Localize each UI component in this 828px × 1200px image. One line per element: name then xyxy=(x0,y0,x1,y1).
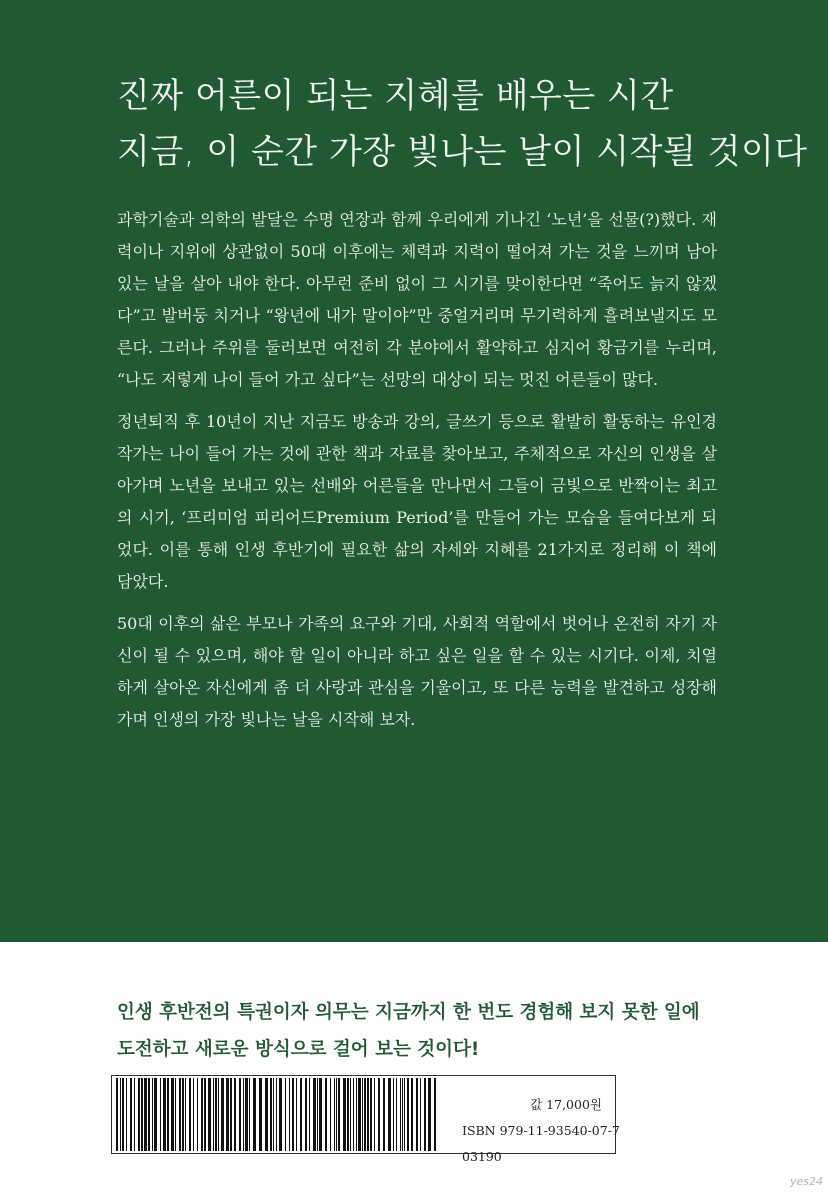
barcode-bar xyxy=(334,1078,335,1151)
barcode-bar xyxy=(393,1078,394,1151)
barcode-bar xyxy=(171,1078,174,1151)
price-info xyxy=(462,1092,630,1170)
barcode-bar xyxy=(226,1078,229,1151)
barcode-bar xyxy=(208,1078,211,1151)
barcode-bar xyxy=(362,1078,363,1151)
tagline-line-2: 도전하고 새로운 방식으로 걸어 보는 것이다! xyxy=(117,1039,480,1060)
barcode-bar xyxy=(213,1078,214,1151)
barcode-bar xyxy=(270,1078,272,1151)
barcode-bar xyxy=(313,1078,316,1151)
barcode-bar xyxy=(148,1078,150,1151)
barcode-bar xyxy=(364,1078,366,1151)
barcode-bar xyxy=(279,1078,282,1151)
barcode-bar xyxy=(353,1078,354,1151)
barcode-bar xyxy=(116,1078,118,1151)
barcode-bar xyxy=(193,1078,194,1151)
barcode-bar xyxy=(319,1078,322,1151)
barcode xyxy=(114,1078,440,1151)
barcode-bar xyxy=(400,1078,401,1151)
barcode-bar xyxy=(420,1078,421,1151)
barcode-bar xyxy=(356,1078,357,1151)
barcode-bar xyxy=(378,1078,380,1151)
barcode-box xyxy=(111,1075,620,1164)
barcode-bar xyxy=(175,1078,176,1151)
headline-line-2: 지금, 이 순간 가장 빛나는 날이 시작될 것이다 xyxy=(117,132,808,172)
tagline-line-1: 인생 후반전의 특권이자 의무는 지금까지 한 번도 경험해 보지 못한 일에 xyxy=(117,1002,700,1023)
barcode-bar xyxy=(289,1078,290,1151)
tagline xyxy=(117,994,737,1068)
barcode-bar xyxy=(338,1078,340,1151)
barcode-bar xyxy=(367,1078,369,1151)
barcode-bar xyxy=(179,1078,181,1151)
barcode-bar xyxy=(134,1078,135,1151)
barcode-bar xyxy=(130,1078,132,1151)
barcode-bar xyxy=(239,1078,241,1151)
barcode-bar xyxy=(245,1078,248,1151)
headline-line-1: 진짜 어른이 되는 지혜를 배우는 시간 xyxy=(117,76,674,116)
paragraph-2: 정년퇴직 후 10년이 지난 지금도 방송과 강의, 글쓰기 등으로 활발히 활동하는 유인경 작가는 나이 들어 가는 것에 관한 책과 자료를 찾아보고, 주체적으로 자신의 인생을 살아가며 노년을 보내고 있는 선배와 어른들을 만나면서 그들이 금빛으로 반짝이는 최고의 시기, ‘프리미엄 피리어드Premium Period’를 만들어 가는 모습을 들여다보게 되었다. 이를 통해 인생 후반기에 필요한 삶의 자세와 지혜를 21가지로 정리해 이 책에 담았다. xyxy=(117,412,717,591)
barcode-bar xyxy=(249,1078,250,1151)
barcode-bar xyxy=(204,1078,206,1151)
price-label: 값 17,000원 xyxy=(530,1097,602,1112)
barcode-bar xyxy=(160,1078,161,1151)
barcode-bar xyxy=(120,1078,121,1151)
barcode-bar xyxy=(358,1078,361,1151)
barcode-bar xyxy=(243,1078,244,1151)
barcode-bar xyxy=(370,1078,372,1151)
barcode-bar xyxy=(325,1078,327,1151)
barcode-bar xyxy=(383,1078,385,1151)
barcode-bar xyxy=(141,1078,143,1151)
barcode-bar xyxy=(285,1078,286,1151)
barcode-bar xyxy=(152,1078,153,1151)
barcode-bar xyxy=(185,1078,186,1151)
barcode-bar xyxy=(374,1078,375,1151)
barcode-bar xyxy=(396,1078,397,1151)
barcode-bar xyxy=(197,1078,198,1151)
barcode-bar xyxy=(317,1078,318,1151)
barcode-bar xyxy=(305,1078,307,1151)
barcode-bar xyxy=(122,1078,124,1151)
barcode-bar xyxy=(292,1078,294,1151)
barcode-bar xyxy=(276,1078,277,1151)
barcode-bar xyxy=(416,1078,418,1151)
barcode-bar xyxy=(189,1078,191,1151)
barcode-bar xyxy=(154,1078,157,1151)
barcode-bar xyxy=(253,1078,256,1151)
barcode-bar xyxy=(309,1078,310,1151)
barcode-bar xyxy=(273,1078,274,1151)
barcode-bar xyxy=(221,1078,224,1151)
barcode-bar xyxy=(407,1078,409,1151)
headline xyxy=(117,68,808,180)
barcode-bar xyxy=(424,1078,426,1151)
barcode-bar xyxy=(163,1078,166,1151)
barcode-bar xyxy=(404,1078,405,1151)
barcode-bar xyxy=(218,1078,219,1151)
barcode-bar xyxy=(215,1078,217,1151)
barcode-bar xyxy=(296,1078,297,1151)
barcode-bar xyxy=(350,1078,351,1151)
barcode-bar xyxy=(265,1078,268,1151)
paragraph-3: 50대 이후의 삶은 부모나 가족의 요구와 기대, 사회적 역할에서 벗어나 온전히 자기 자신이 될 수 있으며, 해야 할 일이 아니라 하고 싶은 일을 할 수 있는 시기다. 이제, 치열하게 살아온 자신에게 좀 더 사랑과 관심을 기울이고, 또 다른 능력을 발견하고 성장해 가며 인생의 가장 빛나는 날을 시작해 보자. xyxy=(117,614,717,729)
barcode-bar xyxy=(201,1078,203,1151)
barcode-bar xyxy=(336,1078,337,1151)
barcode-bar xyxy=(182,1078,184,1151)
isbn-label: ISBN 979-11-93540-07-7 03190 xyxy=(462,1123,620,1164)
description-body xyxy=(117,204,717,746)
barcode-bar xyxy=(259,1078,262,1151)
barcode-bar xyxy=(144,1078,147,1151)
barcode-bar xyxy=(230,1078,232,1151)
barcode-bar xyxy=(234,1078,236,1151)
barcode-bar xyxy=(330,1078,331,1151)
barcode-bar xyxy=(347,1078,349,1151)
barcode-bar xyxy=(411,1078,413,1151)
barcode-bar xyxy=(138,1078,140,1151)
barcode-bar xyxy=(402,1078,403,1151)
barcode-bar xyxy=(388,1078,391,1151)
barcode-bar xyxy=(126,1078,127,1151)
watermark-logo: yes24 xyxy=(790,1175,824,1188)
barcode-bar xyxy=(167,1078,169,1151)
paragraph-1: 과학기술과 의학의 발달은 수명 연장과 함께 우리에게 기나긴 ‘노년’을 선물(?)했다. 재력이나 지위에 상관없이 50대 이후에는 체력과 지력이 떨어져 가는 것을 느끼며 남아 있는 날을 살아 내야 한다. 아무런 준비 없이 그 시기를 맞이한다면 “죽어도 늙지 않겠다”고 발버둥 치거나 “왕년에 내가 말이야”만 중얼거리며 무기력하게 흘려보낼지도 모른다. 그러나 주위를 둘러보면 여전히 각 분야에서 활약하고 심지어 황금기를 누리며, “나도 저렇게 나이 들어 가고 싶다”는 선망의 대상이 되는 멋진 어른들이 많다. xyxy=(117,210,717,389)
barcode-bar xyxy=(300,1078,302,1151)
barcode-bar xyxy=(428,1078,431,1151)
barcode-bar xyxy=(343,1078,346,1151)
